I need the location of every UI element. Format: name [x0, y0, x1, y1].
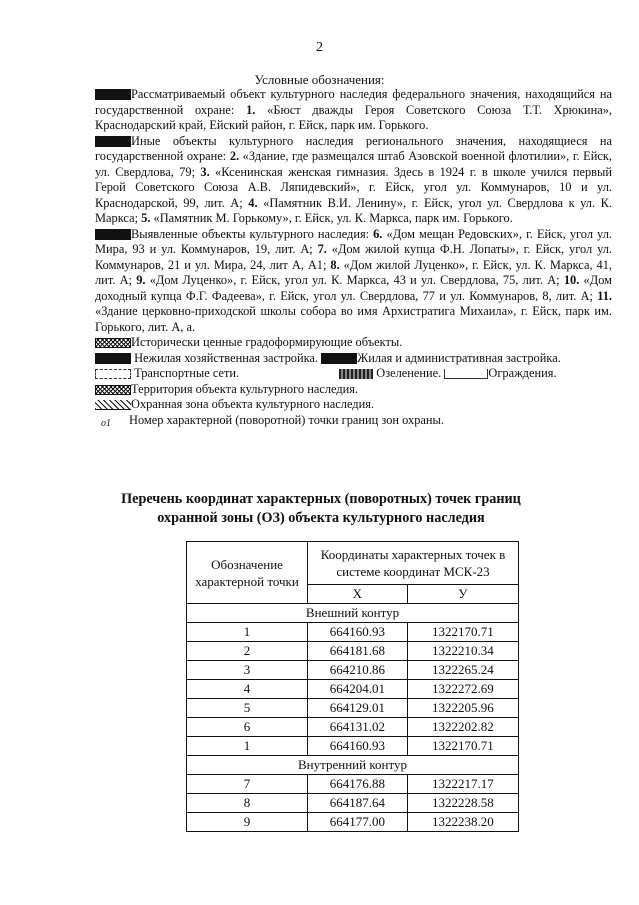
legend-item-text: «Дом Луценко», г. Ейск, угол ул. К. Маркса, 43 и ул. Свердлова, 75, лит. А; [145, 273, 564, 287]
legend-item-number: 3. [200, 164, 210, 179]
table-title: Перечень координат характерных (поворотных) точек границ охранной зоны (ОЗ) объекта культурного наследия [121, 491, 521, 526]
cell-y: 1322217.17 [407, 775, 518, 794]
legend-item-number: 11. [597, 288, 612, 303]
legend-item-number: 7. [317, 242, 327, 256]
legend-item-number: 6. [373, 226, 383, 241]
legend-historic: Исторически ценные градоформирующие объекты. [95, 335, 612, 351]
cell-point: 1 [187, 623, 308, 642]
table-row [187, 661, 519, 680]
cell-point: 3 [187, 661, 308, 680]
point-number-icon: о1 [101, 417, 111, 429]
greenery-swatch-icon [339, 369, 373, 379]
cell-y: 1322210.34 [407, 642, 518, 661]
legend-item-number: 9. [136, 273, 146, 287]
legend-object: Рассматриваемый объект культурного наследия федерального значения, находящийся на государственной охране: 1. «Бюст дважды Героя Советского Союза Т.Т. Хрюкина», Краснодарский край, Ейский район, г. Ейск, парк им. Горького. [95, 87, 612, 132]
legend-buildings: Нежилая хозяйственная застройка. Жилая и административная застройка. [95, 351, 612, 367]
page-number: 2 [316, 40, 323, 55]
legend-item-text: «Памятник М. Горькому», г. Ейск, ул. К. Маркса, парк им. Горького. [150, 211, 513, 225]
legend-point: о1 Номер характерной (поворотной) точки границ зон охраны. [95, 413, 612, 429]
legend-item-text: «Дом жилой Луценко», г. Ейск, ул. К. Маркса, 41, лит. А; [95, 257, 613, 287]
cell-x: 664176.88 [308, 775, 408, 794]
cell-y: 1322238.20 [407, 813, 518, 832]
table-row [187, 680, 519, 699]
nonresidential-swatch-icon [95, 353, 131, 364]
fence-swatch-icon [444, 369, 488, 379]
cell-x: 664204.01 [308, 680, 408, 699]
identified-swatch-icon [95, 229, 131, 240]
legend-item-text: «Дом доходный купца Ф.Г. Фадеева», г. Ейск, угол ул. Свердлова, 77 и ул. Коммунаров, 8, лит. А; [95, 273, 613, 303]
table-row [187, 623, 519, 642]
cell-y: 1322170.71 [407, 623, 518, 642]
cell-y: 1322205.96 [407, 699, 518, 718]
cell-y: 1322228.58 [407, 794, 518, 813]
residential-swatch-icon [321, 353, 357, 364]
cell-x: 664160.93 [308, 623, 408, 642]
coordinates-table [186, 541, 519, 832]
cell-x: 664187.64 [308, 794, 408, 813]
outer-contour-label: Внешний контур [187, 604, 519, 623]
legend-item-text: «Дом мещан Редовских», г. Ейск, угол ул. Мира, 93 и ул. Коммунаров, 19, лит. А; [95, 226, 612, 256]
cell-point: 9 [187, 813, 308, 832]
cell-point: 5 [187, 699, 308, 718]
regional-swatch-icon [95, 136, 131, 147]
header-y: У [407, 585, 518, 604]
legend-item-text: «Здание церковно-приходской школы собора во имя Архистратига Михаила», г. Ейск, парк им. Горького, лит. А, а. [95, 304, 612, 334]
legend [95, 87, 612, 429]
legend-item-text: «Памятник В.И. Ленину», г. Ейск, угол ул. Свердлова к ул. К. Маркса; [95, 195, 613, 225]
legend-item-text: «Дом жилой купца Ф.Н. Лопаты», г. Ейск, угол ул. Коммунаров, 21 и ул. Мира, 24, лит А, А1; [95, 242, 612, 272]
cell-point: 1 [187, 737, 308, 756]
legend-item-number: 2. [229, 149, 240, 163]
table-row [187, 642, 519, 661]
territory-swatch-icon [95, 385, 131, 395]
cell-point: 4 [187, 680, 308, 699]
cell-point: 7 [187, 775, 308, 794]
table-row [187, 718, 519, 737]
header-x: X [308, 585, 408, 604]
table-row [187, 737, 519, 756]
legend-title: Условные обозначения: [254, 72, 385, 87]
cell-y: 1322265.24 [407, 661, 518, 680]
legend-item-number: 4. [248, 195, 258, 210]
cell-y: 1322272.69 [407, 680, 518, 699]
table-row [187, 794, 519, 813]
legend-networks: Транспортные сети. Озеленение. Ограждения. [95, 366, 612, 382]
legend-territory: Территория объекта культурного наследия. [95, 382, 612, 398]
header-coordinates: Координаты характерных точек в системе координат МСК-23 [308, 542, 519, 585]
cell-y: 1322202.82 [407, 718, 518, 737]
inner-contour-label: Внутренний контур [187, 756, 519, 775]
table-header-row [187, 542, 519, 585]
cell-x: 664210.86 [308, 661, 408, 680]
cell-x: 664181.68 [308, 642, 408, 661]
header-point-name: Обозначение характерной точки [187, 542, 308, 604]
cell-point: 8 [187, 794, 308, 813]
cell-x: 664129.01 [308, 699, 408, 718]
outer-contour-header-row [187, 604, 519, 623]
table-row [187, 775, 519, 794]
object-swatch-icon [95, 89, 131, 100]
inner-contour-header-row [187, 756, 519, 775]
cell-y: 1322170.71 [407, 737, 518, 756]
historic-swatch-icon [95, 338, 131, 348]
protection-zone-swatch-icon [95, 400, 131, 410]
legend-item-text: «Ксенинская женская гимназия. Здесь в 1924 г. в школе учился первый Герой Советского Союза А.В. Ляпидевский», г. Ейск, угол ул. Коммунаров, 10 и ул. Краснодарской, 99, лит. А; [95, 164, 612, 210]
legend-item-text: «Здание, где размещался штаб Азовской военной флотилии», г. Ейск, ул. Свердлова, 79; [95, 149, 612, 179]
cell-point: 2 [187, 642, 308, 661]
transport-swatch-icon [95, 369, 131, 379]
table-row [187, 813, 519, 832]
cell-x: 664177.00 [308, 813, 408, 832]
legend-zone: Охранная зона объекта культурного наследия. [95, 397, 612, 413]
legend-identified: Выявленные объекты культурного наследия: 6. «Дом мещан Редовских», г. Ейск, угол ул. Мира, 93 и ул. Коммунаров, 19, лит. А; 7. «Дом жилой купца Ф.Н. Лопаты», г. Ейск, угол ул. Коммунаров, 21 и ул. Мира, 24, лит А, А1; 8. «Дом жилой Луценко», г. Ейск, ул. К. Маркса, 41, лит. А; 9. «Дом Луценко», г. Ейск, угол ул. К. Маркса, 43 и ул. Свердлова, 75, лит. А; 10. «Дом доходный купца Ф.Г. Фадеева», г. Ейск, угол ул. Свердлова, 77 и ул. Коммунаров, 8, лит. А; 11. «Здание церковно-приходской школы собора во имя Архистратига Михаила», г. Ейск, парк им. Горького, лит. А, а. [95, 226, 613, 334]
legend-item-number: 8. [330, 257, 340, 272]
table-row [187, 699, 519, 718]
legend-regional: Иные объекты культурного наследия регионального значения, находящиеся на государственной охране: 2. «Здание, где размещался штаб Азовской военной флотилии», г. Ейск, ул. Свердлова, 79; 3. «Ксенинская женская гимназия. Здесь в 1924 г. в школе учился первый Герой Советского Союза А.В. Ляпидевский», г. Ейск, угол ул. Коммунаров, 10 и ул. Краснодарской, 99, лит. А; 4. «Памятник В.И. Ленину», г. Ейск, угол ул. Свердлова к ул. К. Маркса; 5. «Памятник М. Горькому», г. Ейск, ул. К. Маркса, парк им. Горького. [95, 133, 613, 225]
cell-x: 664131.02 [308, 718, 408, 737]
cell-x: 664160.93 [308, 737, 408, 756]
cell-point: 6 [187, 718, 308, 737]
legend-item-number: 5. [141, 211, 151, 225]
legend-item-number: 10. [563, 273, 580, 287]
